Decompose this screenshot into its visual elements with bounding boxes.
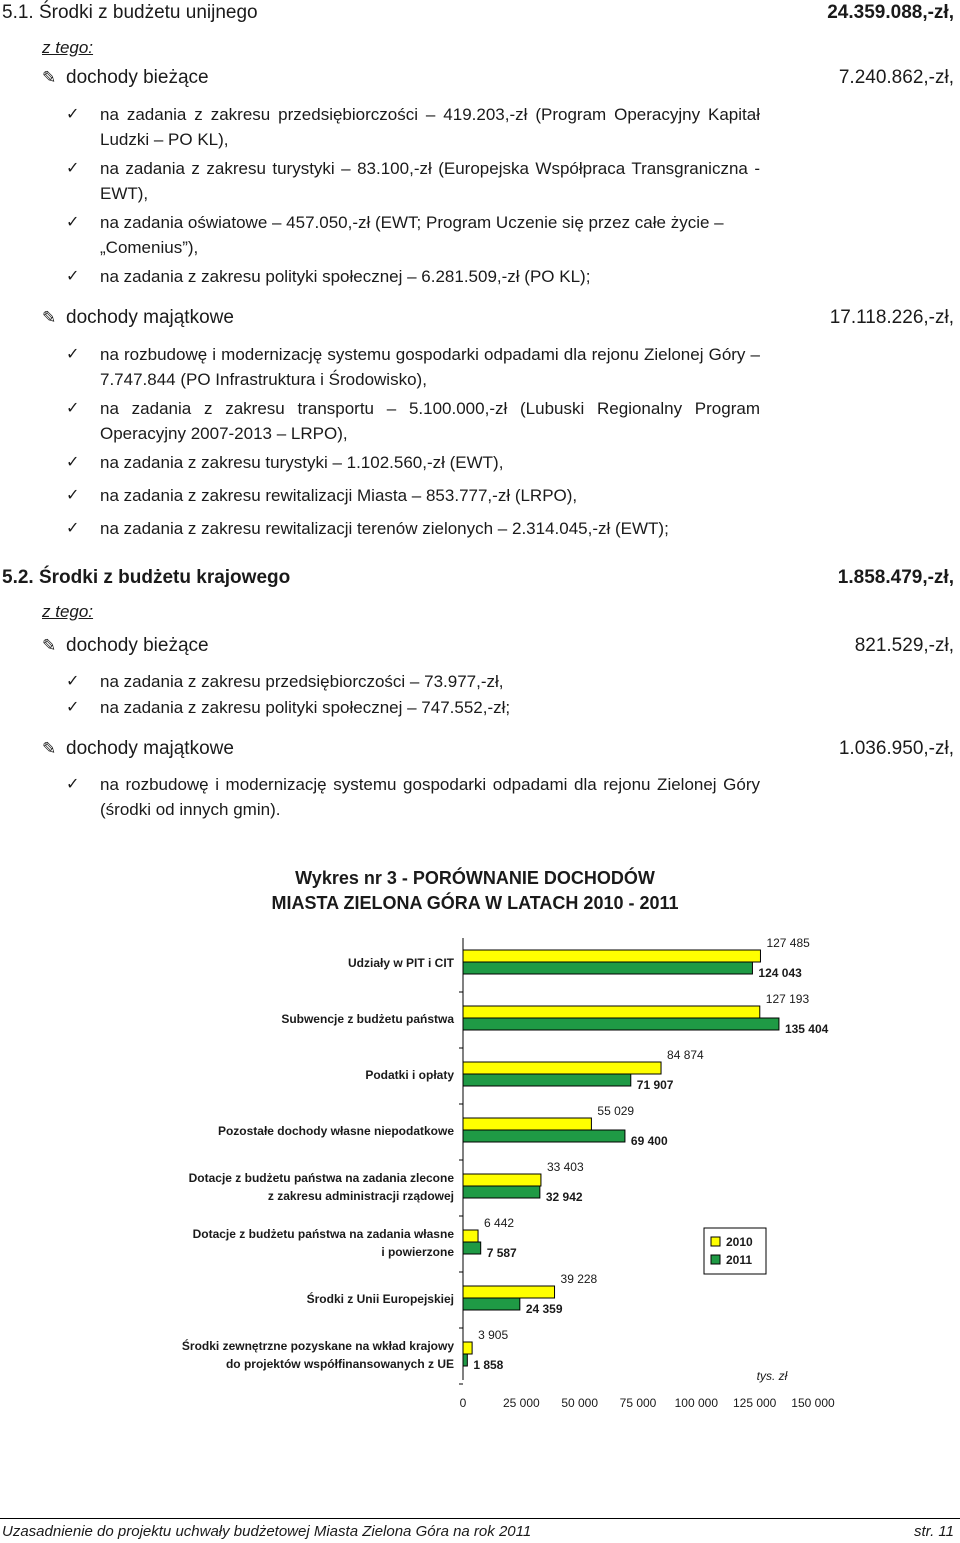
list-item: ✓ na rozbudowę i modernizację systemu gospodarki odpadami dla rejonu Zielonej Góry – 7.747.844 (PO Infrastruktura i Środowisko), (100, 342, 760, 392)
legend-label-2011: 2011 (726, 1253, 753, 1267)
section1-current-amount: 7.240.862,-zł, (838, 67, 954, 88)
list-item: ✓ na zadania z zakresu transportu – 5.100.000,-zł (Lubuski Regionalny Program Operacyjny 2007-2013 – LRPO), (100, 396, 760, 446)
unit-label: tys. zł (756, 1369, 788, 1383)
bar-2010 (463, 1286, 555, 1298)
section2-z-tego: z tego: (42, 602, 94, 621)
list-item: ✓ na zadania z zakresu turystyki – 1.102.560,-zł (EWT), (100, 450, 760, 475)
section2-current-amount: 821.529,-zł, (854, 635, 954, 656)
data-label-2010: 3 905 (478, 1328, 509, 1342)
data-label-2011: 135 404 (784, 1022, 829, 1036)
bar-2011 (463, 1242, 481, 1254)
checkmark-icon: ✓ (66, 106, 80, 123)
bar-2010 (463, 1342, 472, 1354)
section2-total (838, 567, 954, 589)
list-item: ✓ na zadania z zakresu przedsiębiorczości – 419.203,-zł (Program Operacyjny Kapitał Ludzki – PO KL), (100, 102, 760, 152)
footer-page-number: str. 11 (913, 1523, 954, 1540)
checkmark-icon: ✓ (66, 400, 80, 417)
category-label: Środki z Unii Europejskiej (306, 1292, 454, 1306)
legend-swatch-2010 (711, 1237, 720, 1246)
bar-2011 (463, 1298, 520, 1310)
list-item: ✓ na zadania z zakresu polityki społecznej – 6.281.509,-zł (PO KL); (100, 264, 760, 289)
bar-2010 (463, 1230, 478, 1242)
bar-2010 (463, 950, 760, 962)
data-label-2011: 32 942 (545, 1190, 583, 1204)
bar-2011 (463, 1354, 467, 1366)
legend-label-2010: 2010 (726, 1235, 753, 1249)
data-label-2010: 6 442 (484, 1216, 515, 1230)
section1-capital-text: dochody majątkowe (66, 307, 234, 328)
x-tick-label: 150 000 (791, 1396, 835, 1410)
section2-heading: 5.2. Środki z budżetu krajowego (2, 567, 291, 588)
category-label: z zakresu administracji rządowej (267, 1189, 454, 1203)
data-label-2011: 124 043 (758, 966, 802, 980)
list-item: ✓ na zadania oświatowe – 457.050,-zł (EWT; Program Uczenie się przez całe życie – „Comenius”), (100, 210, 760, 260)
category-label: Pozostałe dochody własne niepodatkowe (217, 1124, 454, 1138)
checkmark-icon: ✓ (66, 268, 80, 285)
section1-current-label (42, 67, 209, 89)
data-label-2011: 71 907 (636, 1078, 674, 1092)
checkmark-icon: ✓ (66, 214, 80, 231)
pencil-arrow-icon: ✎ (42, 636, 57, 655)
section1-heading: 5.1. Środki z budżetu unijnego (2, 2, 258, 23)
bar-2011 (463, 1074, 631, 1086)
bar-2010 (463, 1174, 541, 1186)
section2-capital-amount: 1.036.950,-zł, (838, 738, 954, 759)
list-item: ✓ na zadania z zakresu rewitalizacji Miasta – 853.777,-zł (LRPO), (100, 483, 760, 508)
checkmark-icon: ✓ (66, 160, 80, 177)
bar-2010 (463, 1062, 661, 1074)
checkmark-icon: ✓ (66, 346, 80, 363)
x-tick-label: 25 000 (502, 1396, 540, 1410)
data-label-2010: 55 029 (597, 1104, 635, 1118)
list-item: ✓ na zadania z zakresu turystyki – 83.100,-zł (Europejska Współpraca Transgraniczna - EWT), (100, 156, 760, 206)
data-label-2010: 33 403 (546, 1160, 584, 1174)
bar-chart (0, 930, 960, 1420)
category-label: Subwencje z budżetu państwa (281, 1012, 454, 1026)
pencil-arrow-icon: ✎ (42, 308, 57, 327)
checkmark-icon: ✓ (66, 776, 80, 793)
x-tick-label: 100 000 (674, 1396, 719, 1410)
chart-title-line-2: MIASTA ZIELONA GÓRA W LATACH 2010 - 2011 (271, 893, 679, 913)
checkmark-icon: ✓ (66, 487, 80, 504)
data-label-2010: 84 874 (667, 1048, 704, 1062)
data-label-2010: 127 193 (765, 992, 810, 1006)
category-label: Środki zewnętrzne pozyskane na wkład krajowy (181, 1339, 454, 1353)
data-label-2011: 24 359 (525, 1302, 563, 1316)
chart-title-line-1: Wykres nr 3 - PORÓWNANIE DOCHODÓW (295, 868, 655, 888)
category-label: Podatki i opłaty (365, 1068, 454, 1082)
category-label: Dotacje z budżetu państwa na zadania własne (192, 1227, 454, 1241)
section2-capital-label (42, 738, 234, 760)
data-label-2011: 7 587 (486, 1246, 517, 1260)
checkmark-icon: ✓ (66, 673, 80, 690)
data-label-2011: 1 858 (473, 1358, 504, 1372)
list-item: ✓ na zadania z zakresu rewitalizacji terenów zielonych – 2.314.045,-zł (EWT); (100, 516, 760, 541)
list-item: ✓ na zadania z zakresu polityki społecznej – 747.552,-zł; (100, 695, 760, 720)
checkmark-icon: ✓ (66, 699, 80, 716)
checkmark-icon: ✓ (66, 454, 80, 471)
list-item: ✓ na zadania z zakresu przedsiębiorczości – 73.977,-zł, (100, 669, 760, 694)
pencil-arrow-icon: ✎ (42, 68, 57, 87)
section2-total-value: 1.858.479,-zł, (837, 567, 954, 588)
checkmark-icon: ✓ (66, 520, 80, 537)
x-tick-label: 125 000 (732, 1396, 777, 1410)
bar-2011 (463, 1018, 779, 1030)
section1-total (827, 2, 954, 24)
chart-title (200, 866, 750, 916)
list-item: ✓ na rozbudowę i modernizację systemu gospodarki odpadami dla rejonu Zielonej Góry (środki od innych gmin). (100, 772, 760, 822)
footer-divider (0, 1518, 960, 1519)
x-tick-label: 75 000 (619, 1396, 657, 1410)
section2-capital-text: dochody majątkowe (66, 738, 234, 759)
bar-2011 (463, 1130, 625, 1142)
section2-current-label (42, 635, 209, 657)
bar-2010 (463, 1006, 760, 1018)
footer-left: Uzasadnienie do projektu uchwały budżetowej Miasta Zielona Góra na rok 2011 (2, 1523, 532, 1540)
pencil-arrow-icon: ✎ (42, 739, 57, 758)
x-tick-label: 0 (459, 1396, 467, 1410)
section1-z-tego: z tego: (42, 38, 94, 57)
legend-swatch-2011 (711, 1255, 720, 1264)
section1-capital-amount: 17.118.226,-zł, (829, 307, 954, 328)
data-label-2010: 127 485 (766, 936, 810, 950)
section2-current-text: dochody bieżące (66, 635, 209, 656)
category-label: Dotacje z budżetu państwa na zadania zlecone (188, 1171, 454, 1185)
category-label: do projektów współfinansowanych z UE (225, 1357, 454, 1371)
bar-2011 (463, 962, 752, 974)
bar-2010 (463, 1118, 591, 1130)
category-label: i powierzone (381, 1245, 454, 1259)
section1-capital-label (42, 307, 234, 329)
bar-2011 (463, 1186, 540, 1198)
section1-current-text: dochody bieżące (66, 67, 209, 88)
section1-total-value: 24.359.088,-zł, (827, 2, 954, 23)
data-label-2010: 39 228 (560, 1272, 598, 1286)
category-label: Udziały w PIT i CIT (347, 956, 454, 970)
data-label-2011: 69 400 (630, 1134, 668, 1148)
x-tick-label: 50 000 (561, 1396, 599, 1410)
